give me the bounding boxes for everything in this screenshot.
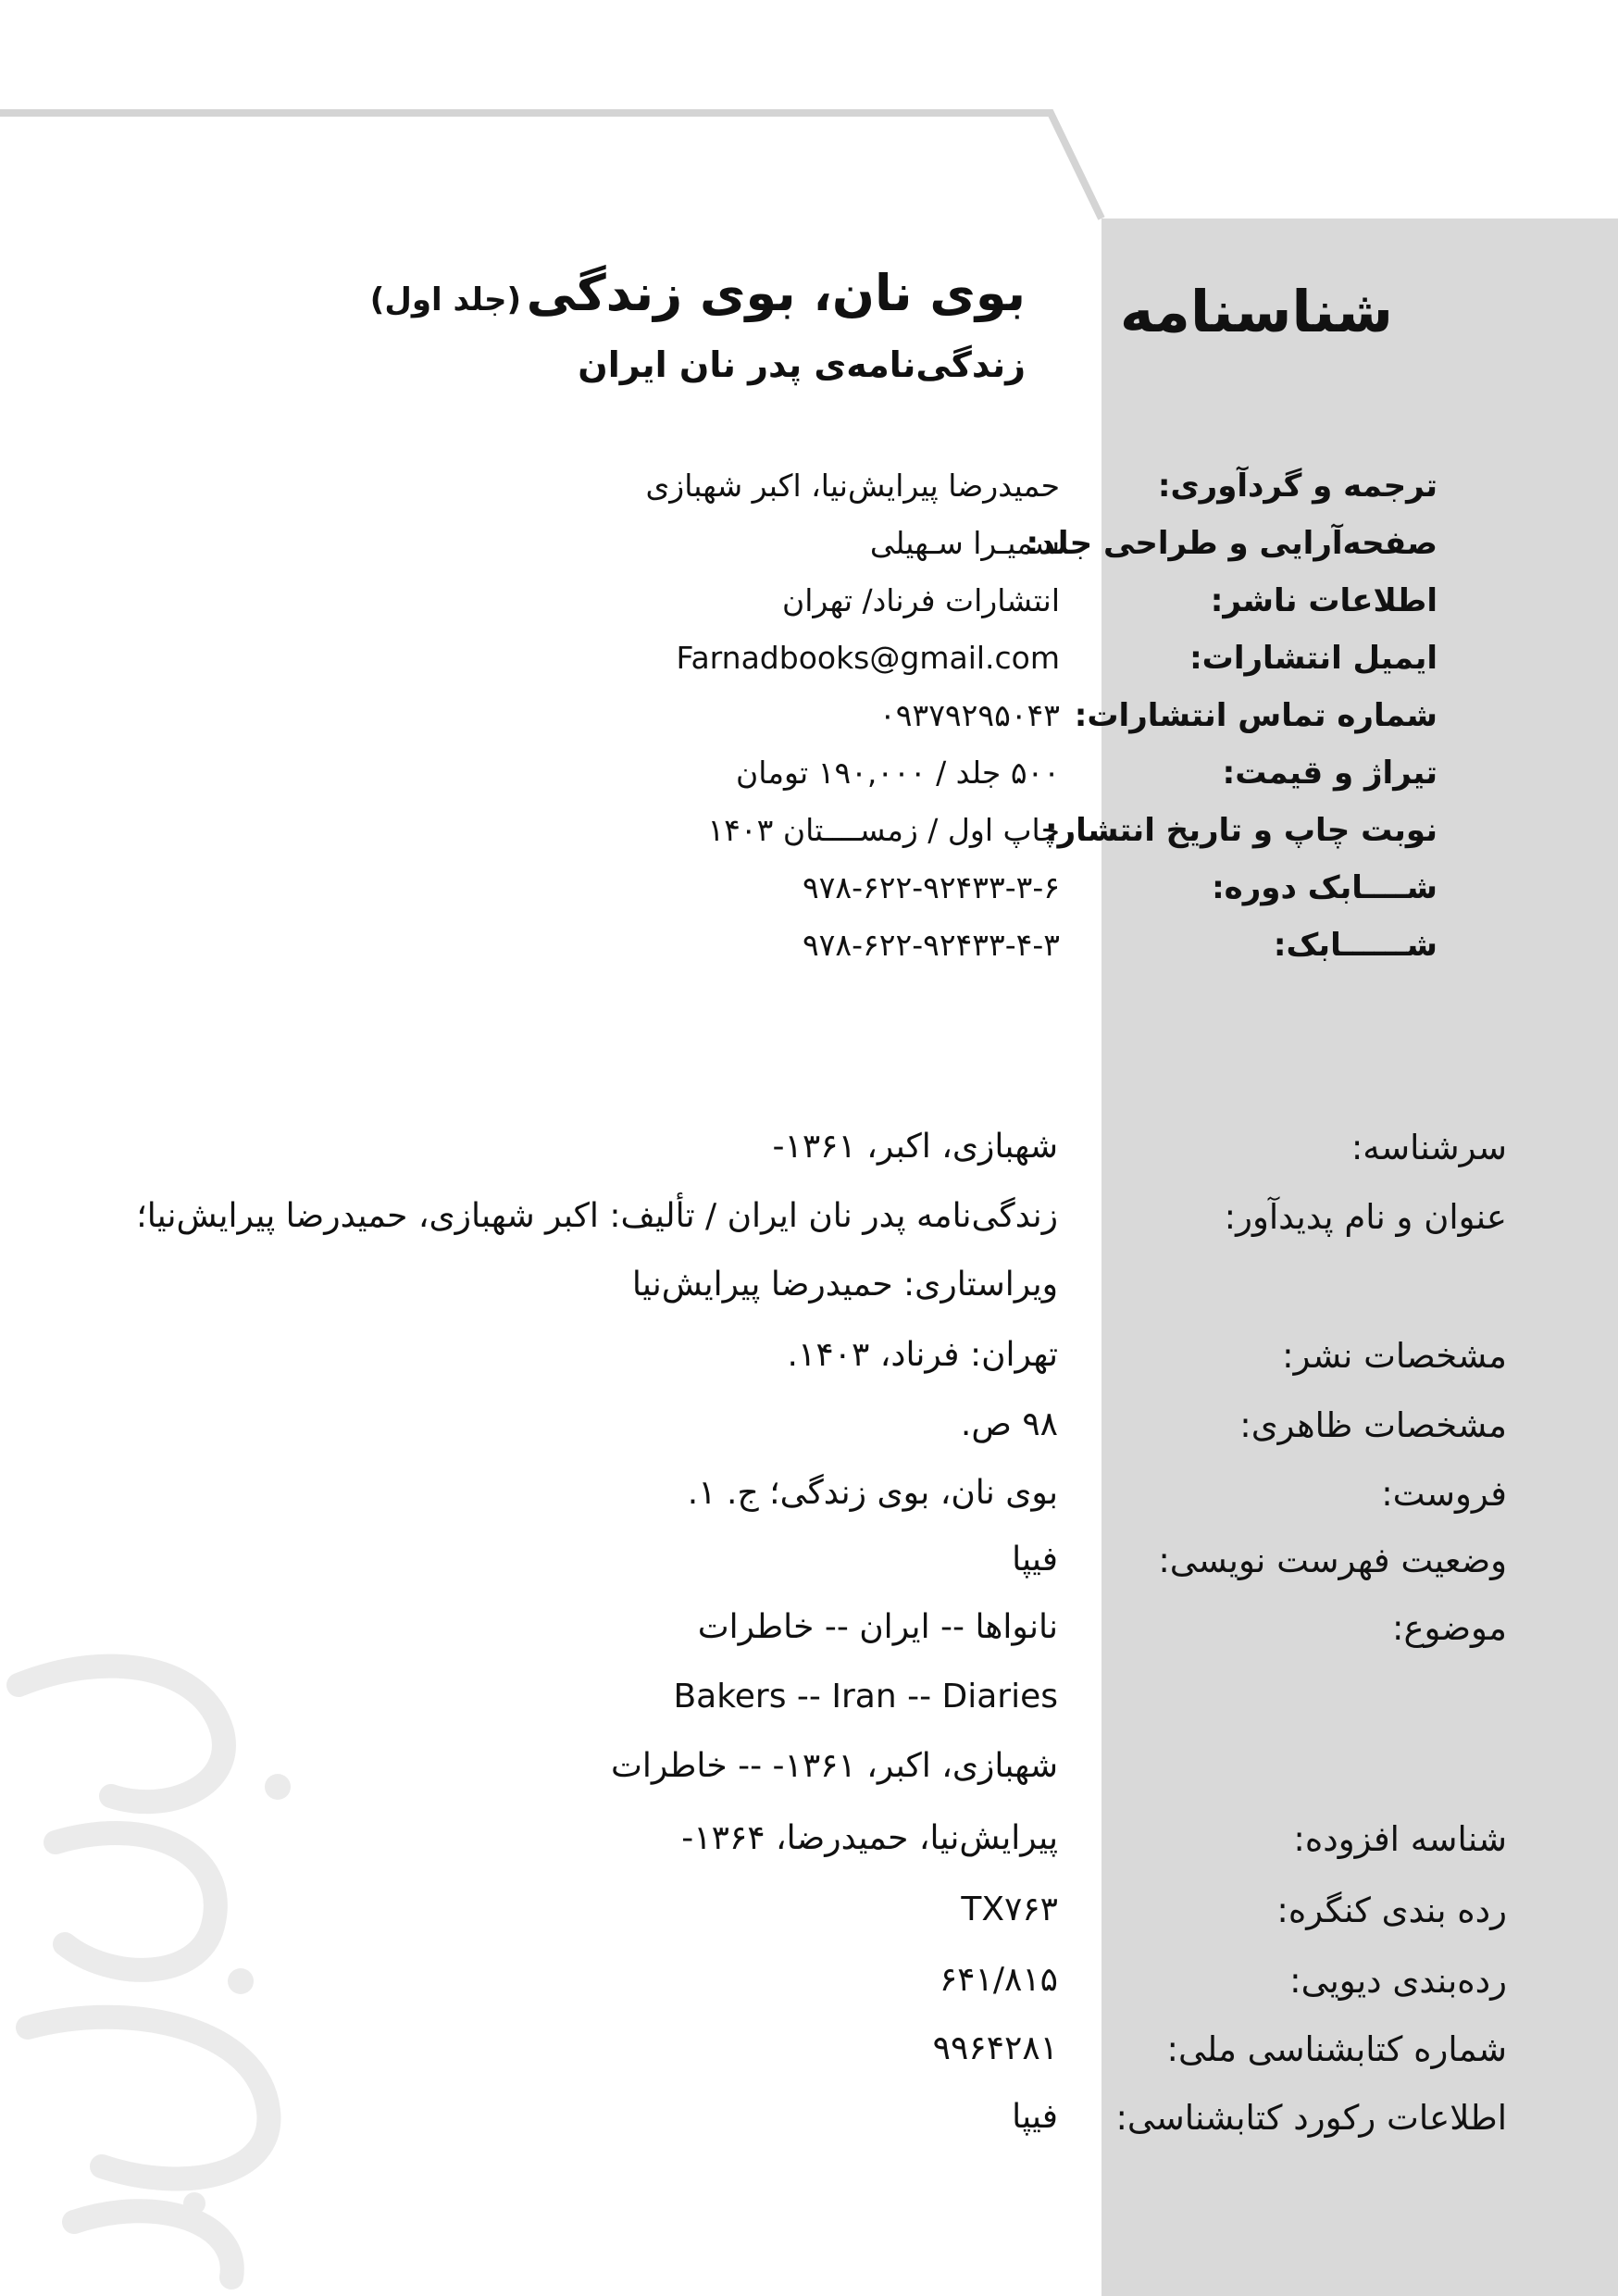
detail-label: شماره تماس انتشارات: [1074, 697, 1438, 734]
cip-label: فروست: [1381, 1474, 1507, 1514]
cip-label: موضوع: [1391, 1608, 1507, 1648]
detail-label: شــــابک دوره: [1212, 869, 1438, 906]
detail-row [0, 582, 1618, 638]
publisher-email: Farnadbooks@gmail.com [676, 640, 1060, 676]
cip-value: ۶۴۱/۸۱۵ [939, 1961, 1058, 1999]
detail-label: شــــــابک: [1273, 927, 1438, 964]
detail-value: ۵۰۰ جلد / ۱۹۰,۰۰۰ تومان [736, 755, 1060, 791]
calligraphy-watermark [0, 1629, 333, 2296]
cip-value: ویراستاری: حمیدرضا پیرایش‌نیا [631, 1266, 1058, 1304]
book-subtitle: زندگی‌نامه‌ی پدر نان ایران [578, 344, 1026, 385]
cip-row [0, 1336, 1618, 1391]
detail-value: حمیدرضا پیرایش‌نیا، اکبر شهبازی [645, 468, 1060, 504]
detail-row [0, 869, 1618, 925]
detail-value: سمیـرا سـهیلی [869, 525, 1060, 561]
cip-value: شهبازی، اکبر، ۱۳۶۱- -- خاطرات [611, 1747, 1058, 1785]
cip-value: ۹۸ ص. [960, 1405, 1058, 1443]
cip-label: رده بندی کنگره: [1276, 1890, 1507, 1930]
cip-row [0, 1128, 1618, 1183]
cip-value: زندگی‌نامه پدر نان ایران / تألیف: اکبر شهبازی، حمیدرضا پیرایش‌نیا؛ [136, 1197, 1058, 1235]
cip-label: مشخصات نشر: [1282, 1336, 1507, 1376]
cip-value: فیپا [1012, 2098, 1058, 2136]
detail-label: ایمیل انتشارات: [1189, 640, 1438, 677]
detail-row [0, 640, 1618, 695]
detail-label: نوبت چاپ و تاریخ انتشار: [1045, 812, 1438, 849]
cip-label: رده‌بندی دیویی: [1289, 1961, 1507, 2001]
detail-label: تیراژ و قیمت: [1222, 755, 1438, 792]
detail-value: چاپ اول / زمســــتان ۱۴۰۳ [707, 812, 1060, 848]
detail-label: صفحه‌آرایی و طراحی جلد: [1026, 525, 1438, 562]
cip-value: نانواها -- ایران -- خاطرات [697, 1608, 1058, 1646]
cip-value: پیرایش‌نیا، حمیدرضا، ۱۳۶۴- [681, 1819, 1058, 1857]
sidebar-title: شناسنامه [1119, 278, 1393, 345]
frame-line [0, 0, 1618, 241]
detail-row [0, 697, 1618, 753]
cip-value: TX۷۶۳ [961, 1890, 1058, 1928]
cip-label: سرشناسه: [1350, 1128, 1507, 1167]
cip-value: فیپا [1012, 1541, 1058, 1578]
cip-label: اطلاعات رکورد کتابشناسی: [1115, 2098, 1507, 2138]
detail-label: اطلاعات ناشر: [1210, 582, 1438, 619]
detail-value: ۹۷۸-۶۲۲-۹۲۴۳۳-۳-۶ [802, 869, 1060, 905]
cip-row [0, 1541, 1618, 1596]
book-title-main: بوی نان، بوی زندگی [526, 264, 1026, 322]
cip-label: عنوان و نام پدیدآور: [1224, 1197, 1507, 1237]
cip-value: تهران: فرناد، ۱۴۰۳. [787, 1336, 1058, 1374]
cip-value: ۹۹۶۴۲۸۱ [932, 2029, 1058, 2067]
cip-row [0, 1474, 1618, 1529]
detail-row [0, 927, 1618, 982]
cip-label: وضعیت فهرست نویسی: [1158, 1541, 1507, 1580]
book-volume: (جلد اول) [369, 281, 522, 318]
cip-row [0, 1405, 1618, 1461]
detail-label: ترجمه و گردآوری: [1157, 468, 1438, 505]
detail-value: ۹۷۸-۶۲۲-۹۲۴۳۳-۴-۳ [802, 927, 1060, 963]
cip-row [0, 1266, 1618, 1321]
cip-value: Bakers -- Iran -- Diaries [673, 1678, 1058, 1716]
book-title [370, 264, 1026, 322]
cip-label: شناسه افزوده: [1293, 1819, 1507, 1859]
cip-value: شهبازی، اکبر، ۱۳۶۱- [772, 1128, 1058, 1166]
detail-row [0, 525, 1618, 580]
detail-row [0, 812, 1618, 867]
detail-row [0, 755, 1618, 810]
detail-value: ۰۹۳۷۹۲۹۵۰۴۳ [879, 697, 1060, 733]
detail-value: انتشارات فرناد/ تهران [782, 582, 1060, 618]
cip-label: مشخصات ظاهری: [1239, 1405, 1507, 1445]
cip-label: شماره کتابشناسی ملی: [1166, 2029, 1507, 2069]
cip-row [0, 1197, 1618, 1253]
detail-row [0, 468, 1618, 523]
cip-value: بوی نان، بوی زندگی؛ ج. ۱. [687, 1474, 1058, 1512]
